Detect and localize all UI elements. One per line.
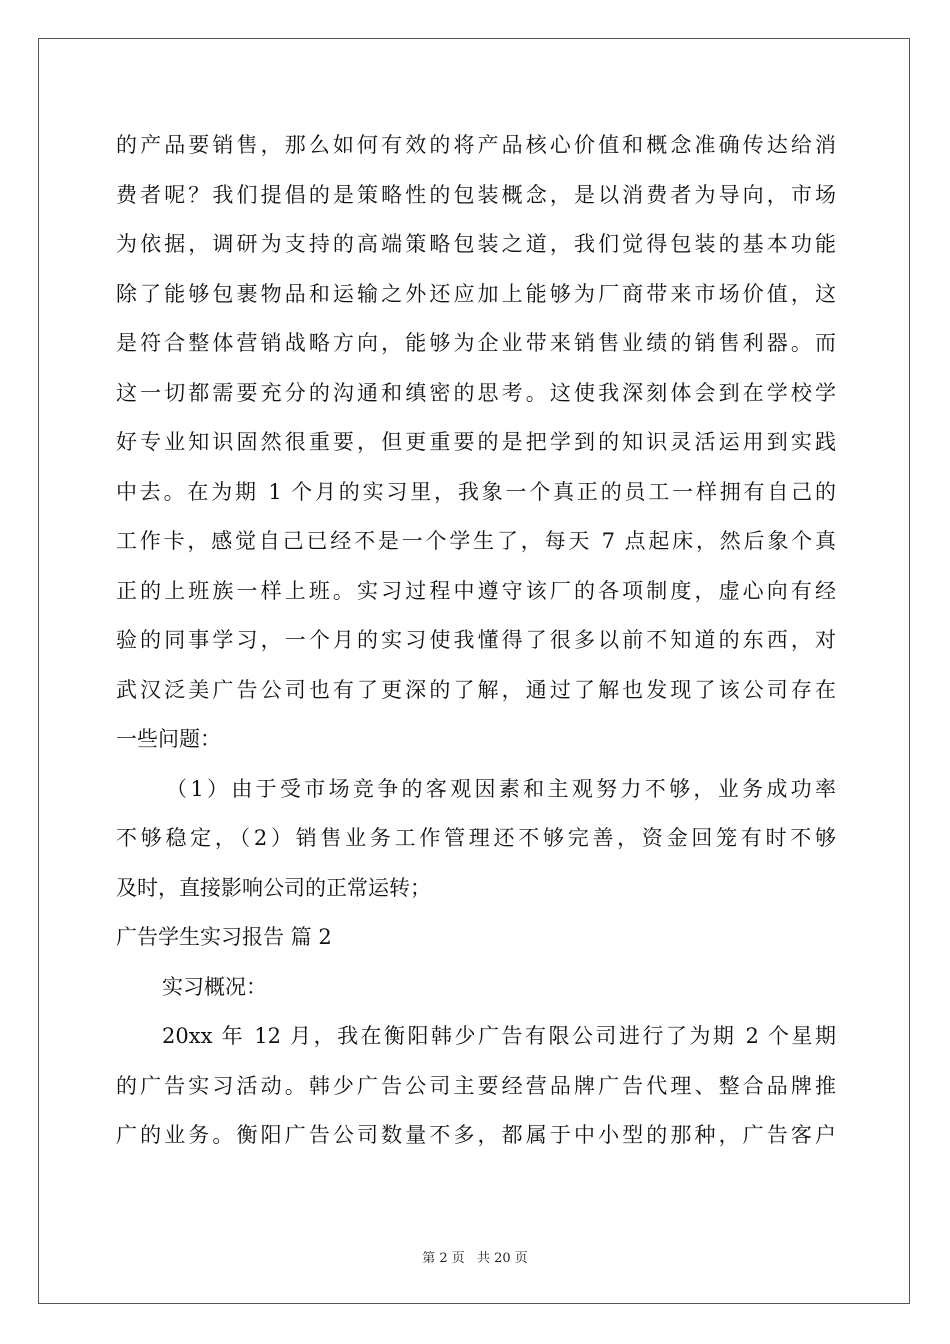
body-line: 为依据，调研为支持的高端策略包装之道，我们觉得包装的基本功能 bbox=[116, 232, 836, 256]
body-line: 除了能够包裹物品和运输之外还应加上能够为厂商带来市场价值，这 bbox=[116, 281, 836, 306]
body-line: 及时，直接影响公司的正常运转； bbox=[116, 875, 431, 900]
body-line: 这一切都需要充分的沟通和缜密的思考。这使我深刻体会到在学校学 bbox=[116, 380, 836, 405]
body-line: 的产品要销售，那么如何有效的将产品核心价值和概念准确传达给消 bbox=[116, 133, 836, 157]
current-page-label: 第 2 页 bbox=[422, 1251, 465, 1266]
body-line-indented: 20xx 年 12 月，我在衡阳韩少广告有限公司进行了为期 2 个星期 bbox=[162, 1024, 836, 1048]
section-heading: 广告学生实习报告 篇 2 bbox=[116, 925, 332, 949]
page-footer bbox=[0, 1247, 950, 1266]
document-body bbox=[116, 121, 836, 1161]
total-pages-label: 共 20 页 bbox=[476, 1251, 528, 1266]
body-line: 中去。在为期 1 个月的实习里，我象一个真正的员工一样拥有自己的 bbox=[116, 479, 836, 504]
body-line: 费者呢？我们提倡的是策略性的包装概念，是以消费者为导向，市场 bbox=[116, 182, 836, 207]
body-line: 一些问题： bbox=[116, 727, 221, 751]
body-line: 验的同事学习，一个月的实习使我懂得了很多以前不知道的东西，对 bbox=[116, 628, 836, 652]
body-line: 工作卡，感觉自己已经不是一个学生了，每天 7 点起床，然后象个真 bbox=[116, 529, 836, 553]
body-line: 好专业知识固然很重要，但更重要的是把学到的知识灵活运用到实践 bbox=[116, 430, 836, 454]
body-line: 广的业务。衡阳广告公司数量不多，都属于中小型的那种，广告客户 bbox=[116, 1123, 836, 1147]
subsection-label: 实习概况： bbox=[162, 974, 267, 999]
body-line: 正的上班族一样上班。实习过程中遵守该厂的各项制度，虚心向有经 bbox=[116, 578, 836, 603]
body-line-indented: （1）由于受市场竞争的客观因素和主观努力不够，业务成功率 bbox=[166, 776, 836, 801]
body-line: 的广告实习活动。韩少广告公司主要经营品牌广告代理、整合品牌推 bbox=[116, 1073, 836, 1098]
body-line: 是符合整体营销战略方向，能够为企业带来销售业绩的销售利器。而 bbox=[116, 331, 836, 355]
body-line: 武汉泛美广告公司也有了更深的了解，通过了解也发现了该公司存在 bbox=[116, 677, 836, 702]
body-line: 不够稳定，（2）销售业务工作管理还不够完善，资金回笼有时不够 bbox=[116, 826, 836, 850]
